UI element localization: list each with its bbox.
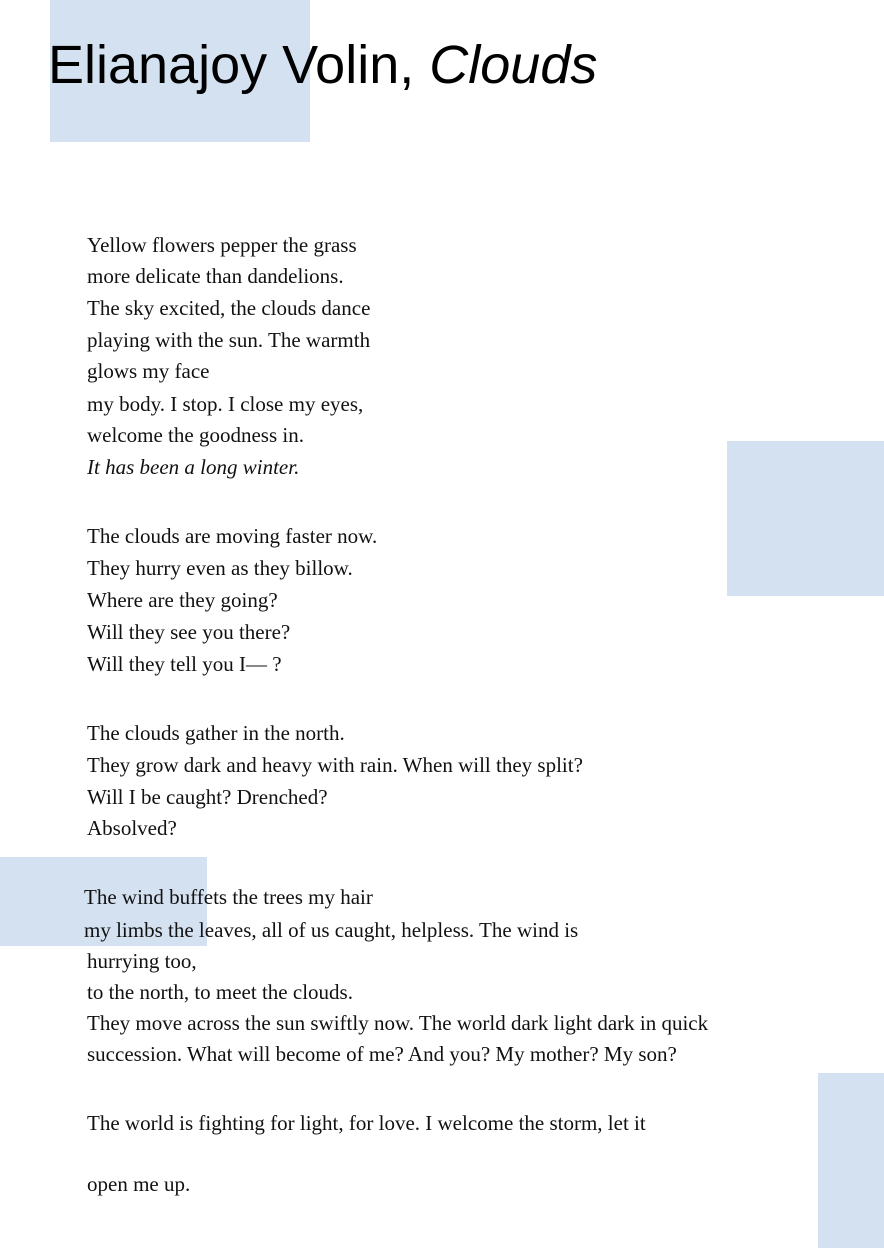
poem-line: The sky excited, the clouds dance (87, 296, 371, 320)
decorative-block-right (727, 441, 884, 596)
poem-line: They grow dark and heavy with rain. When will they split? (87, 753, 583, 777)
poem-line: Will I be caught? Drenched? (87, 785, 328, 809)
poem-line: hurrying too, (87, 949, 197, 973)
poem-line: They hurry even as they billow. (87, 556, 353, 580)
poem-line: The world is fighting for light, for love. I welcome the storm, let it (87, 1111, 646, 1135)
poem-line: my limbs the leaves, all of us caught, helpless. The wind is (84, 918, 579, 942)
poem-line: Absolved? (87, 816, 177, 840)
poem-line: Where are they going? (87, 588, 278, 612)
poem-line: They move across the sun swiftly now. The world dark light dark in quick (87, 1011, 709, 1035)
poem-line: to the north, to meet the clouds. (87, 980, 353, 1004)
poem-line: playing with the sun. The warmth (87, 328, 371, 352)
poem-line: glows my face (87, 359, 210, 383)
poem-line: welcome the goodness in. (87, 423, 304, 447)
poem-line: The clouds gather in the north. (87, 721, 345, 745)
decorative-block-bottom (818, 1073, 884, 1248)
poem-line: Yellow flowers pepper the grass (87, 233, 357, 257)
page-title (48, 30, 597, 100)
poem-title: Clouds (429, 35, 598, 95)
author-name: Elianajoy Volin (48, 35, 400, 95)
poem-line: The clouds are moving faster now. (87, 524, 378, 548)
poem-line: succession. What will become of me? And you? My mother? My son? (87, 1042, 677, 1066)
poem-line: Will they see you there? (87, 620, 291, 644)
poem-line: Will they tell you I— ? (87, 652, 282, 676)
poem-line: open me up. (87, 1172, 191, 1196)
poem-line: The wind buffets the trees my hair (84, 885, 373, 909)
poem-line: my body. I stop. I close my eyes, (87, 392, 364, 416)
poem-line-italic: It has been a long winter. (87, 455, 300, 479)
poem-line: more delicate than dandelions. (87, 264, 344, 288)
title-separator: , (399, 35, 430, 95)
